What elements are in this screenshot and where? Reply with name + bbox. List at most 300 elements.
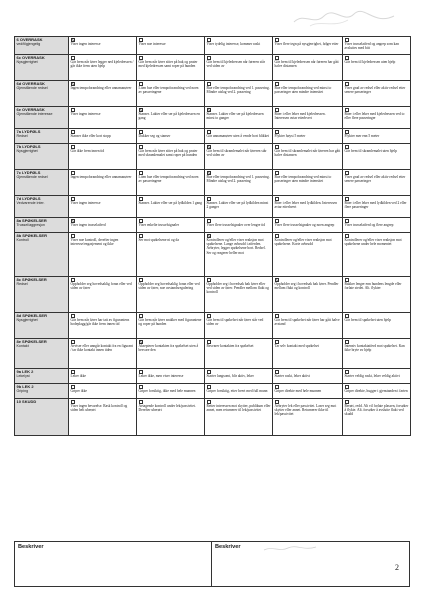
row-header [15,55,69,81]
rating-text: Berørt, redd. Alt vil forlate plassen, forsøker å flykte. Alt. forsøker å avslutte flukt ved skudd [344,403,409,417]
rating-cell [69,233,137,277]
rating-checkbox[interactable] [207,56,211,60]
row-header-subtitle: Vedvarende inter. [16,200,45,205]
rating-cell [343,37,411,55]
rating-text: Besvarer kontakten fra spøkelset [206,343,254,348]
rating-text: Viser noe interesse [138,41,166,46]
rating-cell [273,37,343,55]
rating-checkbox[interactable] [345,197,349,201]
assessment-table [14,36,411,436]
rating-checkbox[interactable] [71,370,75,374]
rating-text: Går frem når fører sitter på huk og prater med skramlemalet samt roper på hunden [138,148,198,158]
rating-checkbox[interactable] [207,278,211,282]
row-header-title: 8a SPØKELSER [16,217,47,223]
rating-text: Aksepterer kontakten fra spøkelset uten å besvare den [138,343,199,353]
rating-text: Oppholder seg i hovedsak bak fører. Pendler mellom flukt og kontroll [274,281,339,291]
rating-text: Viser flere trusselsignaler over lengre tid [206,222,266,227]
rating-checkbox[interactable]: X [207,144,211,149]
rating-text: Går unnamanøver uten å vende bort blikket [206,133,269,138]
rating-cell [343,107,411,129]
rating-cell [69,129,137,144]
rating-checkbox[interactable] [345,340,349,344]
table-row [15,144,411,170]
rating-checkbox[interactable] [275,145,279,149]
table-row [15,384,411,399]
rating-cell [273,129,343,144]
rating-checkbox[interactable] [139,56,143,60]
rating-text: Går frem til skramlemalet når føreren har gått halve distansen [274,148,341,158]
rating-checkbox[interactable]: X [207,233,211,238]
rating-cell [137,170,205,196]
row-header-subtitle: Griping [16,388,29,393]
rating-cell [343,218,411,233]
rating-cell [69,55,137,81]
rating-checkbox[interactable] [275,219,279,223]
row-header-subtitle: Redsel [16,133,28,138]
row-header-title: 6 OVERRASK [16,36,43,42]
rating-text: Flykter høyst 5 meter [274,133,306,138]
rating-cell [137,37,205,55]
rating-cell [205,144,273,170]
rating-text: Leker ikke, men viser interesse [138,373,184,378]
rating-checkbox[interactable] [345,82,349,86]
rating-text: Viser grad av redsel eller aktiv redsel etter senere passeringer [344,174,406,184]
row-header [15,277,69,313]
rating-text: Oppholder seg hovedsaklig foran eller ved siden av fører [70,281,132,291]
rating-cell [273,107,343,129]
row-header [15,218,69,233]
rating-checkbox[interactable] [345,314,349,318]
rating-checkbox[interactable]: X [139,107,143,112]
rating-text: Starter veldig raskt, leker veldig aktivt [344,373,400,378]
rating-text: Intensiv kontaktatferd mot spøkelset. Kan ikke bryte av hjelp [344,343,405,353]
rating-text: Oppholder seg i hovedsak bak fører eller ved siden av fører. Pendler mellom flukt og kontroll [206,281,269,295]
rating-text: Stanser. Lukter eller ser på kjeledressen minst to ganger [206,111,264,121]
rating-checkbox[interactable] [275,108,279,112]
rating-checkbox[interactable] [139,314,143,318]
describer-label-left: Beskriver [18,544,44,550]
rating-text: Går frem til spøkelset når fører står ved siden av [206,317,264,327]
rating-cell [205,399,273,436]
rating-cell [205,37,273,55]
row-header-subtitle: Nysgjerrighet [16,317,38,322]
rating-checkbox[interactable] [139,171,143,175]
rating-text: Tar selv kontakt med spøkelset [274,343,319,348]
rating-text: Viser noe kontroll, derefter ingen interesse/engasjement og ikke [70,237,119,247]
rating-cell [69,313,137,339]
rating-text: Stanser. Lukter eller ser på lydkilden minst 2 ganger [206,200,269,210]
rating-cell [273,196,343,218]
rating-checkbox[interactable] [71,108,75,112]
row-header [15,313,69,339]
table-row [15,129,411,144]
row-header-subtitle: Gjenstående redsel [16,174,48,179]
rating-cell [273,384,343,399]
rating-cell [343,313,411,339]
table-row [15,170,411,196]
rating-text: Ingen tempoforandring eller unnamanøver [70,174,132,179]
rating-cell [69,384,137,399]
rating-text: Avtagende kontroll under lek/passivitet. Derefter uberørt [138,403,196,413]
rating-cell [69,196,137,218]
rating-text: Viser ingen trusselatferd [70,222,106,227]
rating-text: Liten bue eller tempoforandring ved noen av passeringene [138,85,199,95]
rating-checkbox[interactable] [71,145,75,149]
rating-checkbox[interactable] [275,197,279,201]
rating-cell [69,170,137,196]
rating-checkbox[interactable] [71,340,75,344]
rating-checkbox[interactable] [207,385,211,389]
rating-text: Griper ikke [70,388,87,393]
rating-cell [69,107,137,129]
rating-text: Går frem når fører snakker med figurantene og roper på hunden [138,317,202,327]
rating-text: Går frem til kjeledressen uten hjelp [344,59,396,64]
rating-text: Viser enkelte trusselsignaler [138,222,179,227]
rating-text: Går frem når fører har tatt av figurantens hodeplagg/går ikke frem innen tid [70,317,130,327]
faint-handwriting-top [290,8,400,30]
rating-checkbox[interactable] [275,234,279,238]
rating-text: Går frem til spøkelset uten hjelp [344,317,391,322]
rating-cell [343,384,411,399]
rating-cell [137,339,205,369]
rating-cell [273,81,343,107]
table-row [15,339,411,369]
rating-checkbox[interactable] [345,370,349,374]
rating-checkbox[interactable] [71,400,75,404]
rating-cell [205,233,273,277]
rating-checkbox[interactable] [71,234,75,238]
rating-cell [343,55,411,81]
rating-cell [273,313,343,339]
row-header-subtitle: Gjenstående interesse [16,111,53,116]
rating-cell [205,170,273,196]
rating-cell [273,399,343,436]
rating-checkbox[interactable] [275,56,279,60]
rating-checkbox[interactable]: X [139,339,143,344]
rating-cell [343,129,411,144]
rating-cell [205,339,273,369]
rating-checkbox[interactable] [275,82,279,86]
table-row [15,81,411,107]
rating-checkbox[interactable] [275,171,279,175]
rating-cell [343,233,411,277]
rating-cell [205,277,273,313]
rating-cell [137,218,205,233]
rating-text: Går frem når fører legger ned kjeledressen / går ikke frem uten hjelp [70,59,134,69]
rating-checkbox[interactable] [345,145,349,149]
row-header-title: 7d LYDFØLS [16,195,41,201]
rating-checkbox[interactable]: X [275,277,279,282]
row-header-title: 7b LYDFØLS [16,143,41,149]
rating-cell [343,277,411,313]
rating-text: Bue eller tempoforandring ved 1. passering. Mindre utslag ved 2. passering [206,174,270,184]
rating-checkbox[interactable] [275,314,279,318]
rating-cell [137,107,205,129]
rating-text: Biter i eller leker med lydkilden. Interessen avtar etterhvert [274,200,337,210]
rating-text: Viser ingen interesse [70,200,101,205]
rating-checkbox[interactable] [345,385,349,389]
rating-checkbox[interactable] [139,219,143,223]
row-header-title: 8c SPØKELSER [16,276,47,282]
rating-cell [205,369,273,384]
row-header-title: 8b SPØKELSER [16,232,47,238]
rating-text: Viser ingen bevarelse. Rask kontroll og siden helt uberørt [70,403,128,413]
rating-cell [69,81,137,107]
rating-checkbox[interactable] [71,130,75,134]
rating-checkbox[interactable] [71,385,75,389]
row-header-title: 7a LYDFØLS [16,128,41,134]
rating-checkbox[interactable] [71,197,75,201]
rating-text: Liten bue eller tempoforandring ved noen av passeringene [138,174,199,184]
rating-checkbox[interactable] [345,108,349,112]
row-header-title: 6e OVERRASK [16,106,45,112]
rating-cell [69,144,137,170]
row-header-title: 7c LYDFØLS [16,169,41,175]
row-header [15,384,69,399]
rating-text: Går ikke frem innen tid [70,148,105,153]
rating-cell [205,384,273,399]
rating-cell [69,37,137,55]
rating-cell [343,81,411,107]
rating-checkbox[interactable] [345,219,349,223]
rating-cell [343,339,411,369]
row-header [15,399,69,436]
rating-cell [343,144,411,170]
table-row [15,37,411,55]
rating-checkbox[interactable]: X [207,170,211,175]
row-header-subtitle: Nysgjerrighet [16,59,38,64]
row-header [15,170,69,196]
rating-text: Viser trusselatferd og angrep som kan avsluttes med bitt [344,41,399,51]
describer-box-left [14,541,212,587]
rating-checkbox[interactable]: X [71,81,75,86]
rating-cell [273,55,343,81]
rating-text: Går frem til spøkelset når fører har gått halve avstand [274,317,340,327]
rating-checkbox[interactable] [345,400,349,404]
rating-cell [205,129,273,144]
rating-cell [69,399,137,436]
rating-checkbox[interactable] [139,38,143,42]
rating-checkbox[interactable] [345,56,349,60]
rating-cell [137,55,205,81]
table-row [15,107,411,129]
row-header-title: 10 SKUDD [16,398,37,404]
rating-checkbox[interactable] [139,278,143,282]
row-header-title: 9a LEK 2 [16,368,34,374]
rating-text: Kontrollerer og/eller viser reaksjon mot spøkelsene. Lange avbrudd i atferden. Avbryter, legger spøkelsene bort. Redsel. Ser og reagerer heller mot [206,237,266,255]
rating-text: Griper direkte med hele munnen [274,388,322,393]
rating-cell [205,55,273,81]
rating-checkbox[interactable] [207,197,211,201]
rating-cell [273,369,343,384]
rating-checkbox[interactable] [139,234,143,238]
rating-text: Stanser. Lukter eller ser på kjeledressen en gang [138,111,200,121]
rating-text: Griper direkte, hugger i gjenstanden i farten [344,388,408,393]
row-header-title: 9b LEK 2 [16,383,34,389]
rating-text: Stanser. Lukter eller ser på lydkilden 1 gang [138,200,202,205]
table-row [15,369,411,384]
rating-text: Viser trusselatferd og flere angrep [344,222,394,227]
rating-checkbox[interactable] [139,385,143,389]
row-header-subtitle: Lekelyst [16,373,30,378]
footer [14,541,410,587]
row-header-subtitle: Kontroll [16,237,29,242]
rating-checkbox[interactable] [71,278,75,282]
rating-checkbox[interactable] [275,400,279,404]
rating-cell [343,196,411,218]
rating-checkbox[interactable] [71,171,75,175]
rating-checkbox[interactable] [345,38,349,42]
rating-cell [343,399,411,436]
rating-checkbox[interactable] [345,234,349,238]
rating-text: Leker ikke [70,373,86,378]
rating-checkbox[interactable] [139,145,143,149]
rating-text: Bue eller tempoforandring ved 1. passering. Mindre utslag ved 2. passering [206,85,270,95]
rating-cell [205,313,273,339]
row-header-title: 8d SPØKELSER [16,312,47,318]
rating-checkbox[interactable] [207,314,211,318]
rating-text: Viser tydelig interesse, kommer raskt [206,41,261,46]
rating-cell [137,81,205,107]
rating-text: Viser ingen interesse [70,111,101,116]
rating-checkbox[interactable] [345,278,349,282]
rating-checkbox[interactable] [71,56,75,60]
rating-cell [205,196,273,218]
row-header [15,129,69,144]
rating-text: Går frem til kjeledressen når føreren har gått halve distansen [274,59,339,69]
rating-checkbox[interactable] [207,38,211,42]
row-header-subtitle: Gjenstående redsel [16,85,48,90]
rating-cell [137,277,205,313]
rating-cell [205,81,273,107]
describer-label-right: Beskriver [215,544,241,550]
rating-text: Viser flere trusselsignaler og noen angrep [274,222,335,227]
table-row [15,196,411,218]
rating-checkbox[interactable] [275,130,279,134]
table-row [15,55,411,81]
rating-cell [273,339,343,369]
row-header-subtitle: Trussel/aggresjon [16,222,45,227]
rating-text: Går frem til skramlemalet når føreren står ved siden av [206,148,267,158]
rating-text: Avbryter lek eller passivitet. Laser seg mot skytter eller annet. Returnerer ikke til lek/passivitet [274,403,337,417]
row-header [15,369,69,384]
table-row [15,277,411,313]
rating-cell [273,277,343,313]
rating-text: Viser grad av redsel eller aktiv redsel etter senere passeringer [344,85,406,95]
rating-cell [273,233,343,277]
rating-text: Biter i eller leker med lydkilden ved 2 eller flere passeringer [344,200,407,210]
rating-text: Avviser eller unngår kontakt fra en figurant / tar ikke kontakt innen tiden [70,343,133,353]
rating-checkbox[interactable] [139,197,143,201]
rating-cell [137,313,205,339]
rating-text: Dukker seg og stanser [138,133,171,138]
rating-text: Bue eller tempoforandring ved minst to passeringer uten mindre intensitet [274,174,332,184]
rating-cell [137,233,205,277]
row-header-title: 6c OVERRASK [16,54,45,60]
rating-checkbox[interactable] [71,314,75,318]
faint-handwriting-footer [262,545,318,553]
rating-text: Biter i eller leker med kjeledressen ved to eller flere passeringer [344,111,405,121]
rating-checkbox[interactable] [345,171,349,175]
row-header [15,196,69,218]
rating-text: Starter langsomt, blir aktiv, leker [206,373,254,378]
row-header [15,144,69,170]
rating-checkbox[interactable] [139,130,143,134]
rating-cell [205,218,273,233]
rating-checkbox[interactable]: X [71,218,75,223]
row-header-title: 6d OVERRASK [16,80,45,86]
rating-text: Griper forsiktig, ikke med hele munnen [138,388,196,393]
row-header-subtitle: ved/tilgjengelig [16,41,41,46]
rating-checkbox[interactable]: X [207,107,211,112]
rating-text: Ingen tempoforandring eller unnamanøver [70,85,132,90]
rating-text: Stanser ikke eller kort stopp [70,133,111,138]
rating-text: Griper forsiktig, etter hvert med full munn [206,388,268,393]
rating-cell [137,399,205,436]
assessment-form [14,36,410,436]
rating-checkbox[interactable] [275,38,279,42]
rating-cell [69,218,137,233]
rating-text: Går frem til skramlemalet uten hjelp [344,148,397,153]
rating-cell [273,218,343,233]
row-header [15,107,69,129]
rating-checkbox[interactable] [275,385,279,389]
rating-cell [343,170,411,196]
rating-cell [69,339,137,369]
rating-cell [273,170,343,196]
rating-text: Biter i eller leker med kjeledressen. Interessen avtar etterhvert [274,111,326,121]
rating-checkbox[interactable] [139,370,143,374]
row-header [15,37,69,55]
rating-text: Bakker lenger enn hundens lengde eller forlate stedet. Alt. flykter [344,281,402,291]
table-row [15,313,411,339]
row-header-subtitle: Kontakt [16,343,29,348]
rating-text: Bue eller tempoforandring ved minst to passeringer uten mindre intensitet [274,85,332,95]
rating-checkbox[interactable] [345,130,349,134]
rating-text: Ser mot spøkelsene ni og da [138,237,179,242]
rating-text: Kontrollerer og/eller viser reaksjon mot spøkelsene under hele momentet [344,237,402,247]
rating-cell [69,369,137,384]
rating-text: Går frem når fører sitter på huk og prater med kjeledressen samt roper på hunden [138,59,198,69]
rating-checkbox[interactable] [275,340,279,344]
row-header-subtitle: Nysgjerrighet [16,148,38,153]
row-header-title: 8e SPØKELSER [16,338,47,344]
row-header-subtitle: Redsel [16,281,28,286]
rating-cell [137,369,205,384]
rating-checkbox[interactable] [139,82,143,86]
rating-checkbox[interactable] [207,340,211,344]
rating-cell [137,144,205,170]
row-header [15,81,69,107]
rating-cell [205,107,273,129]
rating-checkbox[interactable] [207,370,211,374]
rating-text: Kontrollerer og/eller viser reaksjon mot spøkelsene. Korte avbrudd [274,237,332,247]
rating-text: Flykter mer enn 5 meter [344,133,380,138]
rating-cell [137,196,205,218]
rating-checkbox[interactable]: X [71,37,75,42]
table-row [15,233,411,277]
rating-checkbox[interactable] [139,400,143,404]
rating-checkbox[interactable] [275,370,279,374]
rating-text: Oppholder seg hovedsaklig foran eller ved siden av fører, noe avstandsregulering [138,281,200,291]
rating-checkbox[interactable] [207,130,211,134]
page-number: 2 [395,563,399,572]
rating-checkbox[interactable] [207,82,211,86]
row-header [15,233,69,277]
rating-checkbox[interactable] [207,400,211,404]
rating-text: Viser ingen interesse [70,41,101,46]
rating-checkbox[interactable] [207,219,211,223]
